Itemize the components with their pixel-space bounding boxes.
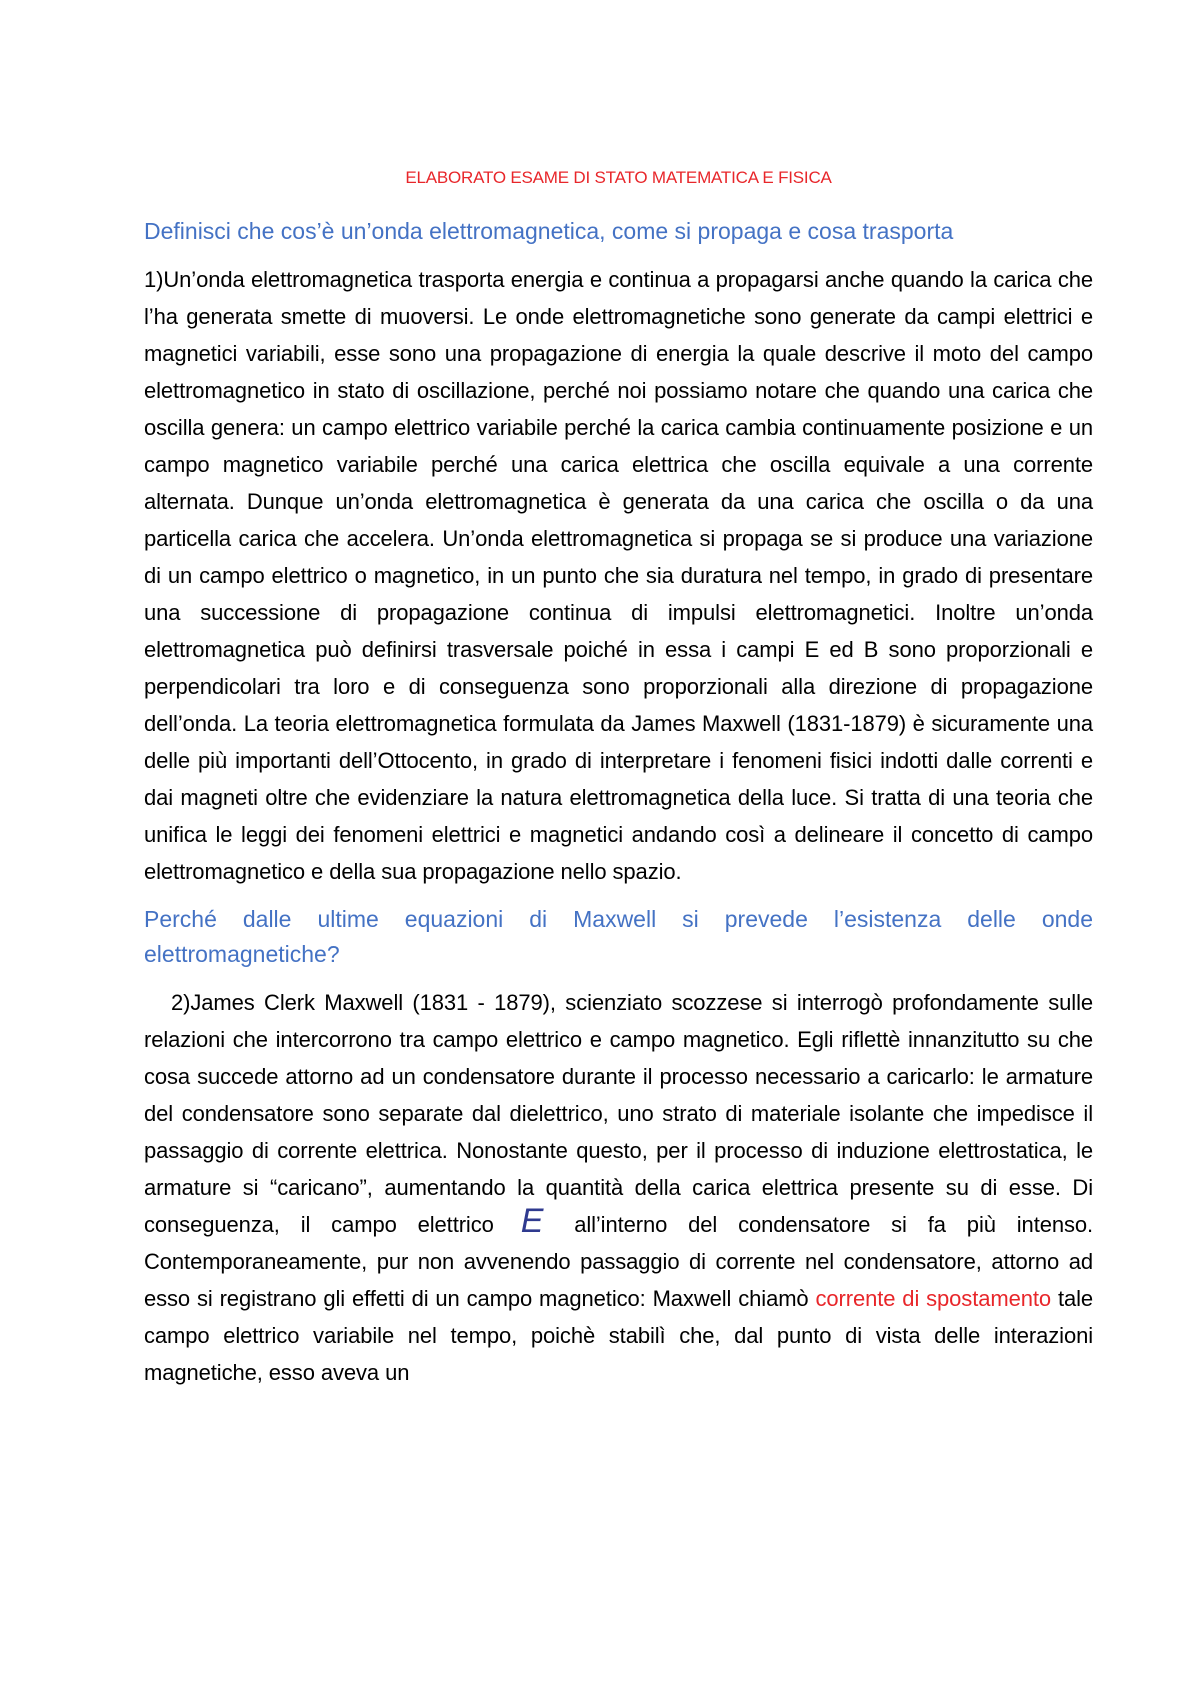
electric-field-symbol: E bbox=[520, 1202, 544, 1240]
section-1-heading: Definisci che cos’è un’onda elettromagnetica, come si propaga e cosa trasporta bbox=[144, 218, 954, 244]
section-2-text-part-1: 2)James Clerk Maxwell (1831 - 1879), scienziato scozzese si interrogò profondamente sulle relazioni che intercorrono tra campo elettrico e campo magnetico. Egli riflettè innanzitutto su che cosa succede attorno ad un condensatore durante il processo necessario a caricarlo: le armature del condensatore sono separate dal dielettrico, uno strato di materiale isolante che impedisce il passaggio di corrente elettrica. Nonostante questo, per il processo di induzione elettrostatica, le armature si “caricano”, aumentando la quantità della carica elettrica presente su di esse. Di conseguenza, il campo elettrico bbox=[144, 990, 1093, 1237]
section-2-body bbox=[144, 984, 1093, 1391]
section-2-text-part-3: tale campo elettrico variabile nel tempo, poichè stabilì che, dal punto di vista delle interazioni magnetiche, esso aveva un bbox=[144, 1286, 1094, 1385]
section-2-heading: Perché dalle ultime equazioni di Maxwell si prevede l’esistenza delle onde elettromagnetiche? bbox=[144, 906, 1093, 967]
document-title: ELABORATO ESAME DI STATO MATEMATICA E FISICA bbox=[405, 168, 832, 187]
displacement-current-highlight: corrente di spostamento bbox=[815, 1286, 1052, 1311]
section-1-body: 1)Un’onda elettromagnetica trasporta energia e continua a propagarsi anche quando la carica che l’ha generata smette di muoversi. Le onde elettromagnetiche sono generate da campi elettrici e magnetici variabili, esse sono una propagazione di energia la quale descrive il moto del campo elettromagnetico in stato di oscillazione, perché noi possiamo notare che quando una carica che oscilla genera: un campo elettrico variabile perché la carica cambia continuamente posizione e un campo magnetico variabile perché una carica elettrica che oscilla equivale a una corrente alternata. Dunque un’onda elettromagnetica è generata da una carica che oscilla o da una particella carica che accelera. Un’onda elettromagnetica si propaga se si produce una variazione di un campo elettrico o magnetico, in un punto che sia duratura nel tempo, in grado di presentare una successione di propagazione continua di impulsi elettromagnetici. Inoltre un’onda elettromagnetica può definirsi trasversale poiché in essa i campi E ed B sono proporzionali e perpendicolari tra loro e di conseguenza sono proporzionali alla direzione di propagazione dell’onda. La teoria elettromagnetica formulata da James Maxwell (1831-1879) è sicuramente una delle più importanti dell’Ottocento, in grado di interpretare i fenomeni fisici indotti dalle correnti e dai magneti oltre che evidenziare la natura elettromagnetica della luce. Si tratta di una teoria che unifica le leggi dei fenomeni elettrici e magnetici andando così a delineare il concetto di campo elettromagnetico e della sua propagazione nello spazio. bbox=[144, 267, 1093, 884]
section-2-text-part-2: all’interno del condensatore si fa più intenso. Contemporaneamente, pur non avvenendo passaggio di corrente nel condensatore, attorno ad esso si registrano gli effetti di un campo magnetico: Maxwell chiamò bbox=[144, 1212, 1094, 1311]
